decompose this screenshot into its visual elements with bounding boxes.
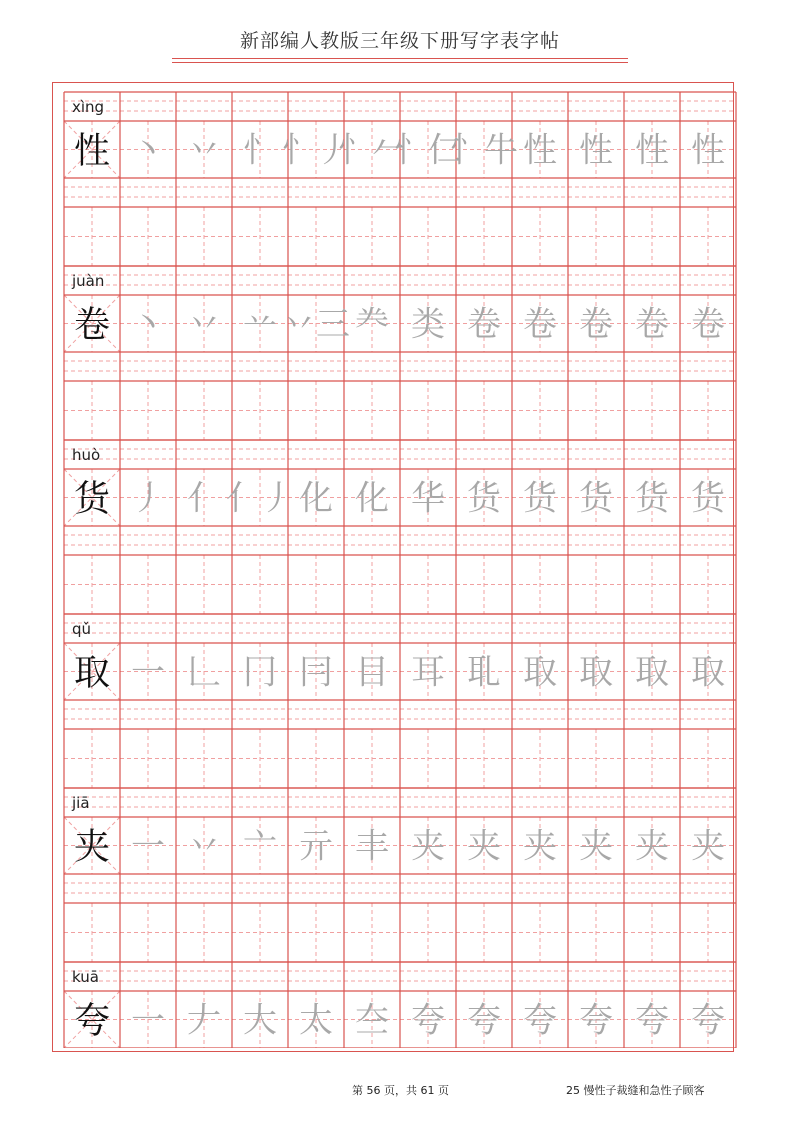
stroke-order-step: 冃 bbox=[299, 652, 333, 693]
stroke-order-step: 忄牛 bbox=[450, 130, 518, 171]
stroke-order-step: 忄丿 bbox=[282, 130, 350, 171]
stroke-order-step: 䒑 bbox=[243, 304, 277, 345]
stroke-order-step: 性 bbox=[579, 130, 613, 171]
stroke-order-step: 夸 bbox=[411, 1000, 445, 1041]
pinyin-label: jiā bbox=[72, 794, 90, 812]
stroke-order-step: 化 bbox=[355, 478, 389, 519]
stroke-order-step: 取 bbox=[635, 652, 669, 693]
lesson-title: 25 慢性子裁缝和急性子顾客 bbox=[566, 1084, 705, 1097]
stroke-order-step: 夸 bbox=[635, 1000, 669, 1041]
stroke-order-step: 一 bbox=[131, 652, 165, 693]
stroke-order-step: 夸 bbox=[691, 1000, 725, 1041]
stroke-order-step: 夹 bbox=[635, 826, 669, 867]
model-character: 卷 bbox=[73, 304, 111, 346]
model-character: 夸 bbox=[73, 1000, 111, 1042]
stroke-order-step: 性 bbox=[691, 130, 725, 171]
stroke-order-step: 性 bbox=[635, 130, 669, 171]
stroke-order-step: 夸 bbox=[467, 1000, 501, 1041]
stroke-order-step: 性 bbox=[523, 130, 557, 171]
stroke-order-step: 货 bbox=[467, 478, 501, 519]
stroke-order-step: 货 bbox=[579, 478, 613, 519]
practice-grid bbox=[60, 90, 738, 1048]
stroke-order-step: 忄 bbox=[243, 130, 277, 171]
stroke-order-step: 丶 bbox=[131, 130, 165, 171]
stroke-order-step: 亓 bbox=[299, 826, 333, 867]
stroke-order-step: 𠂇 bbox=[187, 1000, 221, 1041]
stroke-order-step: 冂 bbox=[243, 652, 277, 693]
model-character: 夹 bbox=[73, 826, 111, 868]
stroke-order-step: 取 bbox=[579, 652, 613, 693]
stroke-order-step: 亻 bbox=[187, 478, 221, 519]
title-rule-top bbox=[172, 58, 628, 59]
page-title: 新部编人教版三年级下册写字表字帖 bbox=[239, 30, 560, 52]
stroke-order-step: 取 bbox=[691, 652, 725, 693]
stroke-order-step: 丷 bbox=[187, 304, 221, 345]
pinyin-label: xìng bbox=[72, 98, 105, 116]
model-character: 货 bbox=[73, 478, 111, 520]
stroke-order-step: 夹 bbox=[411, 826, 445, 867]
stroke-order-step: 丷 bbox=[187, 130, 221, 171]
stroke-order-step: 目 bbox=[355, 652, 389, 693]
pinyin-label: qǔ bbox=[72, 620, 92, 638]
page-number: 第 56 页，共 61 页 bbox=[352, 1084, 449, 1097]
stroke-order-step: 夳 bbox=[355, 1000, 389, 1041]
stroke-order-step: 夹 bbox=[523, 826, 557, 867]
stroke-order-step: 夹 bbox=[691, 826, 725, 867]
stroke-order-step: 卷 bbox=[579, 304, 613, 345]
stroke-order-step: 丶 bbox=[131, 304, 165, 345]
stroke-order-step: 耳 bbox=[411, 652, 445, 693]
stroke-order-step: 卷 bbox=[635, 304, 669, 345]
stroke-order-step: 大 bbox=[243, 1000, 277, 1041]
stroke-order-step: 货 bbox=[691, 478, 725, 519]
pinyin-label: huò bbox=[72, 446, 101, 464]
stroke-order-step: 华 bbox=[411, 478, 445, 519]
stroke-order-step: 忄𠂉 bbox=[338, 130, 406, 171]
stroke-order-step: 卷 bbox=[691, 304, 725, 345]
stroke-order-step: 一 bbox=[131, 826, 165, 867]
stroke-order-step: 亻丿 bbox=[226, 478, 294, 519]
stroke-order-step: 丷 bbox=[187, 826, 221, 867]
stroke-order-step: 货 bbox=[523, 478, 557, 519]
stroke-order-step: 𠃊 bbox=[187, 652, 221, 693]
stroke-order-step: 一 bbox=[131, 1000, 165, 1041]
stroke-order-step: 类 bbox=[411, 304, 445, 345]
stroke-order-step: 夸 bbox=[523, 1000, 557, 1041]
stroke-order-step: 龹 bbox=[355, 304, 389, 345]
stroke-order-step: 化 bbox=[299, 478, 333, 519]
pinyin-label: juàn bbox=[72, 272, 105, 290]
stroke-order-step: 丿 bbox=[131, 478, 165, 519]
stroke-order-step: 忄仁 bbox=[394, 130, 462, 171]
stroke-order-step: 夸 bbox=[579, 1000, 613, 1041]
stroke-order-step: 货 bbox=[635, 478, 669, 519]
stroke-order-step: 亠 bbox=[243, 826, 277, 867]
title-rule-bottom bbox=[172, 62, 628, 63]
stroke-order-step: 夹 bbox=[467, 826, 501, 867]
model-character: 性 bbox=[73, 130, 111, 172]
stroke-order-step: 丷三 bbox=[282, 304, 350, 345]
pinyin-label: kuā bbox=[72, 968, 99, 986]
model-character: 取 bbox=[73, 652, 111, 694]
stroke-order-step: 取 bbox=[523, 652, 557, 693]
stroke-order-step: 丰 bbox=[355, 826, 389, 867]
stroke-order-step: 卷 bbox=[467, 304, 501, 345]
stroke-order-step: 太 bbox=[299, 1000, 333, 1041]
stroke-order-step: 夹 bbox=[579, 826, 613, 867]
stroke-order-step: 卷 bbox=[523, 304, 557, 345]
stroke-order-step: 耴 bbox=[467, 652, 501, 693]
